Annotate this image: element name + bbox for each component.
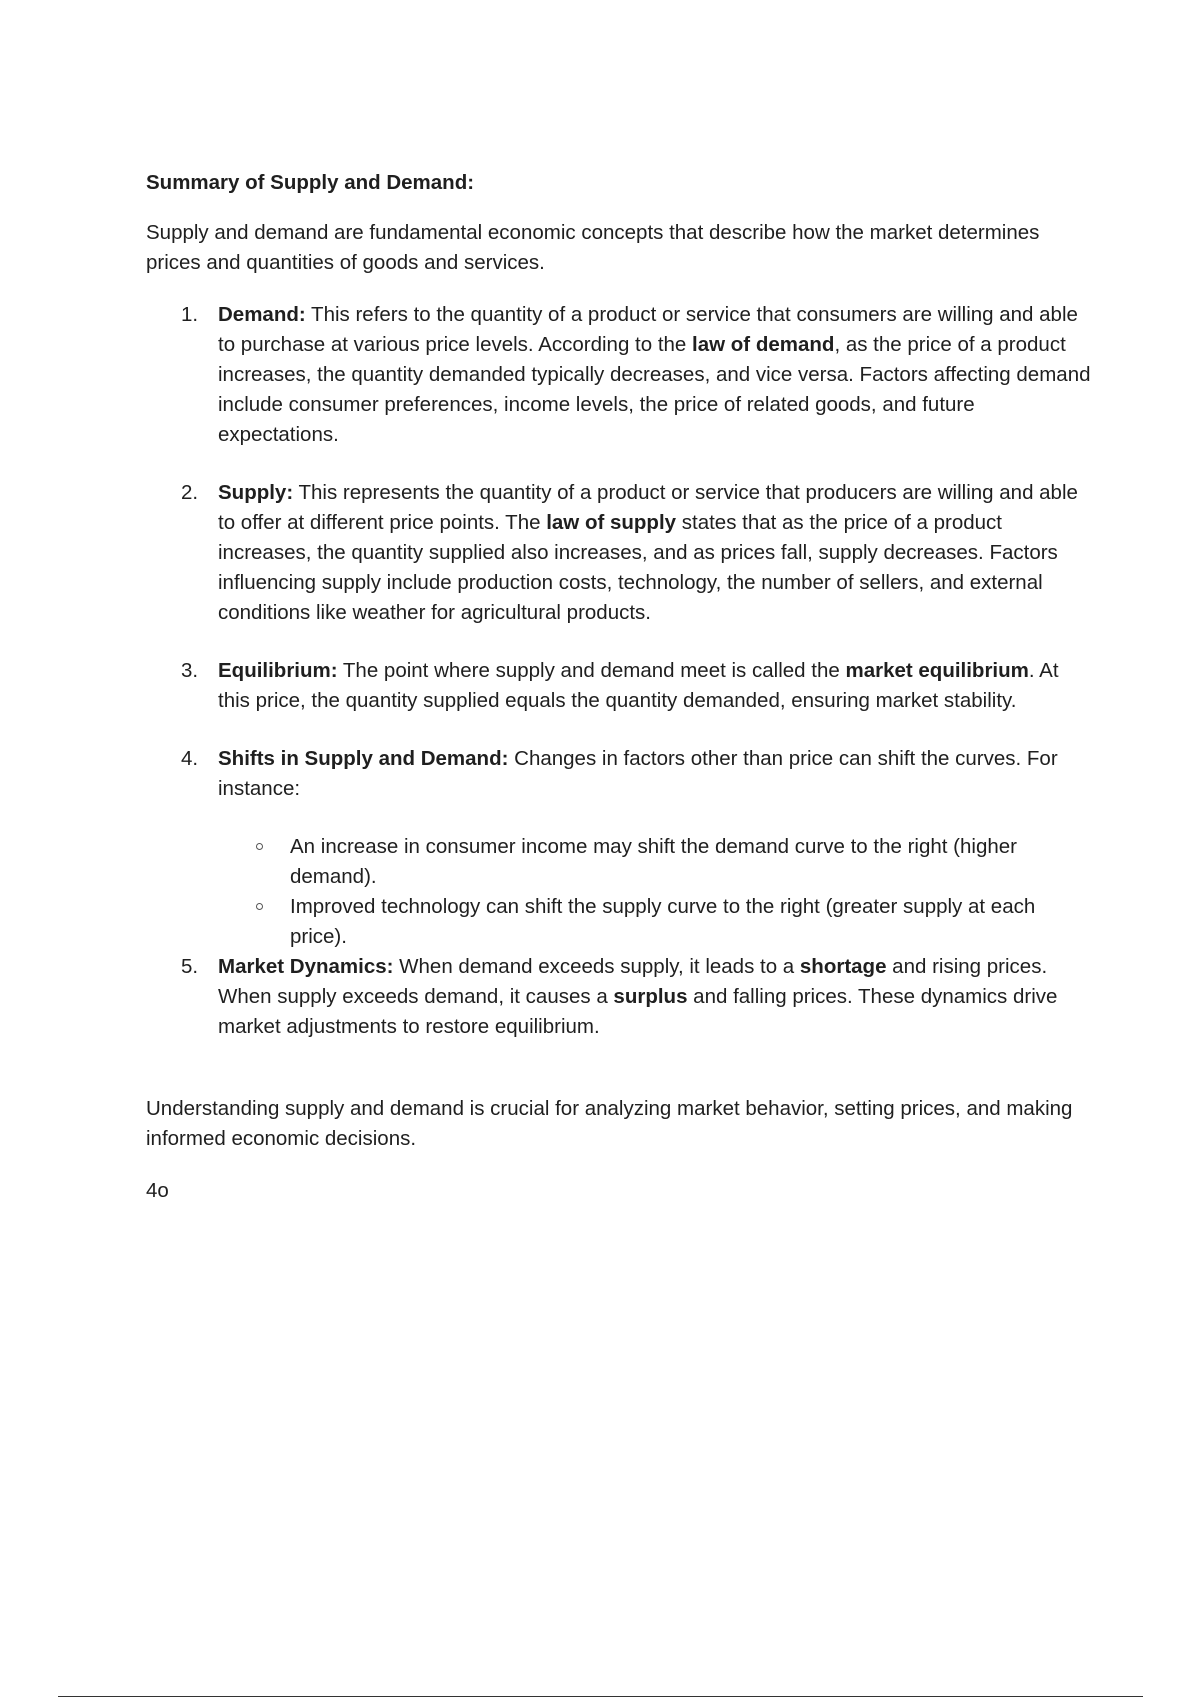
list-item-shifts (146, 744, 1096, 952)
item-text: states that as the price of a product increases, the quantity supplied also increases, and as prices fall, supply decreases. Factors influencing supply include production costs, technology, the number of sellers, and external conditions like weather for agricultural products. (218, 511, 1058, 624)
item-text: and falling prices. These dynamics drive market adjustments to restore equilibrium. (218, 985, 1058, 1038)
intro-paragraph: Supply and demand are fundamental economic concepts that describe how the market determines prices and quantities of goods and services. (146, 221, 1040, 274)
item-text: and rising prices. When supply exceeds demand, it causes a (218, 955, 1048, 1008)
item-bold-term: law of supply (546, 511, 677, 534)
item-text: Changes in factors other than price can shift the curves. For instance: (218, 747, 1058, 800)
item-text: When demand exceeds supply, it leads to a (393, 955, 800, 978)
item-text: . At this price, the quantity supplied equals the quantity demanded, ensuring market stability. (218, 659, 1059, 712)
item-heading: Supply: (218, 481, 294, 504)
item-bold-term: market equilibrium (845, 659, 1029, 682)
item-bold-term: shortage (799, 955, 887, 978)
item-text: This represents the quantity of a product or service that producers are willing and able to offer at different price points. The (218, 481, 1078, 534)
list-number: 2. (181, 481, 199, 504)
item-heading: Equilibrium: (218, 659, 338, 682)
bottom-divider (58, 1696, 1143, 1697)
item-bold-term: surplus (613, 985, 688, 1008)
model-tag: 4o (146, 1179, 169, 1202)
sub-list-item (218, 892, 1096, 952)
item-text: , as the price of a product increases, the quantity demanded typically decreases, and vice versa. Factors affecting demand include consumer preferences, income levels, the price of related goods, and future expectations. (218, 333, 1091, 446)
list-item-market-dynamics (146, 952, 1096, 1042)
list-number: 5. (181, 955, 199, 978)
list-item-equilibrium (146, 656, 1096, 716)
sub-item-text: Improved technology can shift the supply curve to the right (greater supply at each price). (290, 895, 1036, 948)
item-heading: Shifts in Supply and Demand: (218, 747, 509, 770)
list-item-demand (146, 300, 1096, 450)
list-item-supply (146, 478, 1096, 628)
item-bold-term: law of demand (692, 333, 835, 356)
list-number: 4. (181, 747, 199, 770)
sub-item-text: An increase in consumer income may shift the demand curve to the right (higher demand). (290, 835, 1017, 888)
hollow-bullet-icon (256, 903, 263, 910)
item-text: The point where supply and demand meet is called the (337, 659, 846, 682)
concept-list (146, 300, 1096, 1042)
item-heading: Demand: (218, 303, 306, 326)
document-page (146, 168, 1096, 1206)
item-text: This refers to the quantity of a product or service that consumers are willing and able to purchase at various price levels. According to the (218, 303, 1078, 356)
list-number: 1. (181, 303, 199, 326)
item-heading: Market Dynamics: (218, 955, 394, 978)
list-number: 3. (181, 659, 199, 682)
document-title: Summary of Supply and Demand: (146, 171, 475, 194)
sub-list-item (218, 832, 1096, 892)
shift-examples-list (218, 832, 1096, 952)
conclusion-paragraph: Understanding supply and demand is crucial for analyzing market behavior, setting prices, and making informed economic decisions. (146, 1097, 1073, 1150)
hollow-bullet-icon (256, 843, 263, 850)
